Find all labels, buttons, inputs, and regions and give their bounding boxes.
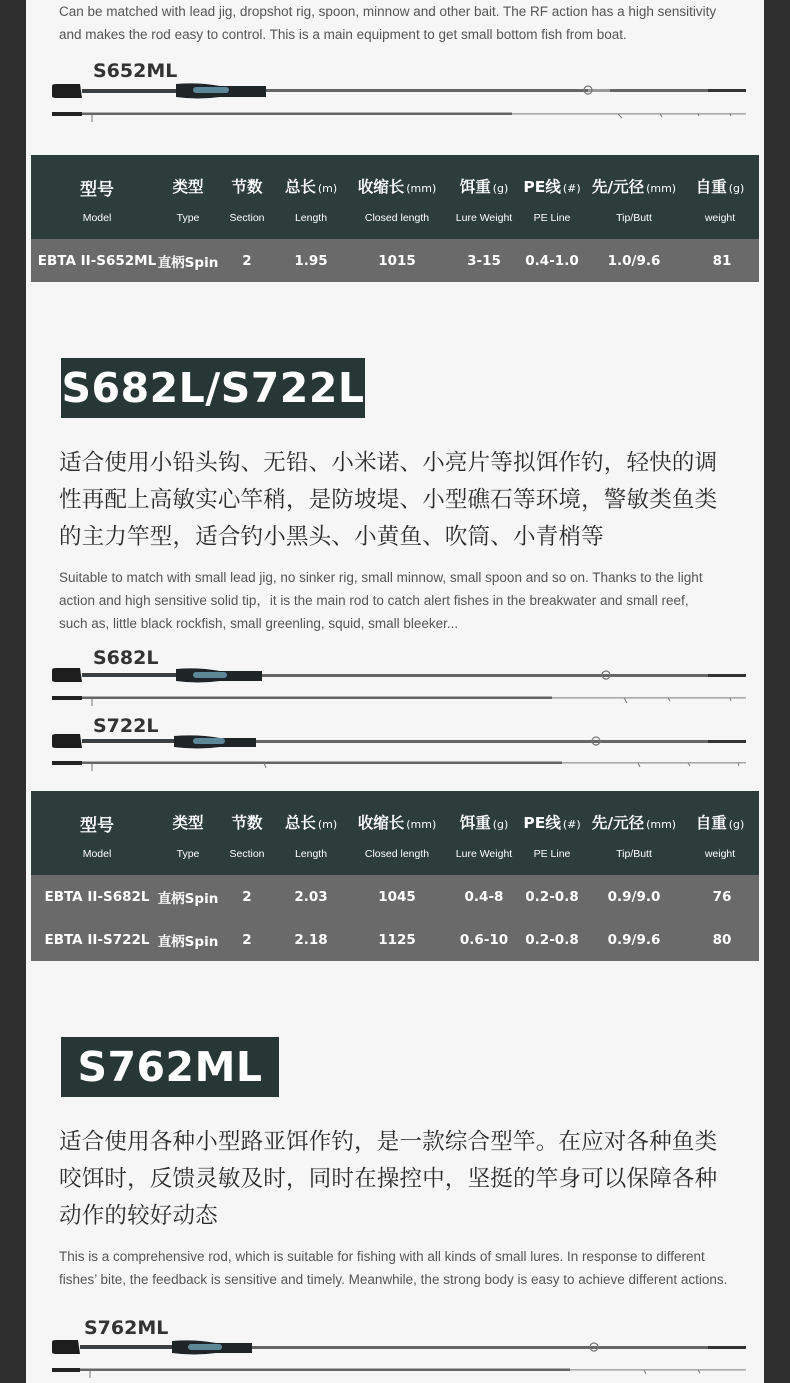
header-en: Section <box>229 212 265 224</box>
header-en: weight <box>704 848 736 860</box>
rod-label-s652ml: S652ML <box>93 60 178 82</box>
cell-tip-butt: 0.9/9.6 <box>607 931 661 948</box>
header-cn: 节数 <box>231 178 263 196</box>
cell-tip-butt: 0.9/9.0 <box>607 888 661 905</box>
fishing-rod-icon <box>48 1336 748 1383</box>
s652ml-description-en <box>59 0 716 46</box>
header-en: PE Line <box>533 212 571 224</box>
cell-length: 2.03 <box>294 888 328 905</box>
header-en: Tip/Butt <box>616 212 652 224</box>
cell-closed-length: 1015 <box>378 252 416 269</box>
text-line: 动作的较好动态 <box>59 1203 218 1229</box>
header-en: Section <box>229 848 265 860</box>
header-en: Closed length <box>364 848 430 860</box>
spec-table-body <box>31 875 759 961</box>
cell-lure-weight: 0.6-10 <box>459 931 509 948</box>
header-cn: 收缩长 <box>357 178 405 196</box>
cell-length: 2.18 <box>294 931 328 948</box>
header-unit: (mm) <box>646 818 677 831</box>
text-line: and makes the rod easy to control. This is a main equipment to get small bottom fish from boat. <box>59 27 627 42</box>
cell-pe-line: 0.2-0.8 <box>525 931 579 948</box>
spec-table-header <box>31 155 759 239</box>
section-title-s682l-s722l: S682L/S722L <box>61 358 365 418</box>
rod-label-s722l: S722L <box>93 715 159 737</box>
header-cn: 收缩长 <box>357 814 405 832</box>
header-unit: (#) <box>562 182 581 195</box>
section-title-s762ml: S762ML <box>61 1037 279 1097</box>
cell-lure-weight: 3-15 <box>467 252 501 269</box>
header-cn: 类型 <box>172 178 204 196</box>
cell-model: EBTA II-S722L <box>44 931 150 948</box>
header-en: weight <box>704 212 736 224</box>
cell-length: 1.95 <box>294 252 328 269</box>
header-cn: 节数 <box>231 814 263 832</box>
cell-closed-length: 1045 <box>378 888 416 905</box>
header-unit: (g) <box>492 182 509 195</box>
cell-type: 直柄Spin <box>157 254 219 271</box>
header-cn: PE线 <box>523 814 561 832</box>
text-line: This is a comprehensive rod, which is suitable for fishing with all kinds of small lures. In response to different <box>59 1249 705 1264</box>
cell-weight: 80 <box>712 931 732 948</box>
fishing-rod-icon <box>48 664 748 712</box>
header-en: Closed length <box>364 212 430 224</box>
header-cn: 型号 <box>80 180 114 200</box>
header-cn: 型号 <box>80 816 114 836</box>
cell-type: 直柄Spin <box>157 933 219 950</box>
cell-lure-weight: 0.4-8 <box>464 888 504 905</box>
rod-image-s682l <box>48 664 748 712</box>
header-cn: 饵重 <box>459 178 491 196</box>
s762ml-description-en <box>59 1245 727 1291</box>
text-line: 性再配上高敏实心竿稍，是防坡堤、小型礁石等环境，警敏类鱼类 <box>59 487 718 513</box>
header-unit: (g) <box>728 182 745 195</box>
header-unit: (#) <box>562 818 581 831</box>
header-en: Type <box>176 848 200 860</box>
text-line: 的主力竿型，适合钓小黑头、小黄鱼、吹筒、小青梢等 <box>59 524 604 550</box>
text-line: 适合使用各种小型路亚饵作钓，是一款综合型竿。在应对各种鱼类 <box>59 1129 718 1155</box>
spec-table-body <box>31 239 759 282</box>
text-line: 适合使用小铅头钩、无铅、小米诺、小亮片等拟饵作钓，轻快的调 <box>59 450 718 476</box>
header-cn: 总长 <box>284 178 316 196</box>
text-line: such as, little black rockfish, small greenling, squid, small bleeker... <box>59 616 459 631</box>
cell-pe-line: 0.2-0.8 <box>525 888 579 905</box>
header-cn: 先/元径 <box>591 814 645 832</box>
header-cn: 总长 <box>284 814 316 832</box>
text-line: Suitable to match with small lead jig, no sinker rig, small minnow, small spoon and so on. Thanks to the light <box>59 570 703 585</box>
rod-image-s652ml <box>48 78 748 124</box>
header-en: Lure Weight <box>455 212 513 224</box>
table-row <box>31 239 759 282</box>
cell-closed-length: 1125 <box>378 931 416 948</box>
cell-section: 2 <box>242 252 252 269</box>
rod-label-s682l: S682L <box>93 647 159 669</box>
s682l-description-en <box>59 566 703 635</box>
cell-weight: 76 <box>712 888 732 905</box>
text-line: action and high sensitive solid tip，it is the main rod to catch alert fishes in the breakwater and small reef, <box>59 593 689 608</box>
text-line: fishes’ bite, the feedback is sensitive and timely. Meanwhile, the strong body is easy to achieve different actions. <box>59 1272 728 1287</box>
cell-weight: 81 <box>712 252 732 269</box>
spec-table-s652ml <box>31 155 759 282</box>
cell-tip-butt: 1.0/9.6 <box>607 252 661 269</box>
header-cn: 自重 <box>695 178 727 196</box>
header-unit: (mm) <box>406 818 437 831</box>
header-cn: 先/元径 <box>591 178 645 196</box>
s762ml-description-cn <box>59 1124 717 1235</box>
cell-model: EBTA II-S682L <box>44 888 150 905</box>
cell-type: 直柄Spin <box>157 890 219 907</box>
header-cn: 自重 <box>695 814 727 832</box>
rod-image-s762ml <box>48 1336 748 1383</box>
header-unit: (g) <box>492 818 509 831</box>
product-page <box>26 0 764 1383</box>
header-unit: (m) <box>317 818 338 831</box>
header-en: Type <box>176 212 200 224</box>
header-en: PE Line <box>533 848 571 860</box>
rod-image-s722l <box>48 732 748 778</box>
fishing-rod-icon <box>48 732 748 778</box>
spec-table-s682l-s722l <box>31 791 759 961</box>
s682l-description-cn <box>59 445 717 556</box>
rod-label-s762ml: S762ML <box>84 1317 169 1339</box>
header-unit: (m) <box>317 182 338 195</box>
table-row <box>31 875 759 918</box>
fishing-rod-icon <box>48 78 748 124</box>
cell-section: 2 <box>242 931 252 948</box>
table-row <box>31 918 759 961</box>
header-en: Tip/Butt <box>616 848 652 860</box>
text-line: 咬饵时，反馈灵敏及时，同时在操控中，坚挺的竿身可以保障各种 <box>59 1166 718 1192</box>
cell-model: EBTA II-S652ML <box>37 252 157 269</box>
header-unit: (g) <box>728 818 745 831</box>
header-en: Model <box>82 848 112 860</box>
spec-table-header <box>31 791 759 875</box>
header-unit: (mm) <box>406 182 437 195</box>
header-en: Model <box>82 212 112 224</box>
header-en: Length <box>294 848 328 860</box>
header-cn: PE线 <box>523 178 561 196</box>
header-cn: 饵重 <box>459 814 491 832</box>
cell-section: 2 <box>242 888 252 905</box>
header-cn: 类型 <box>172 814 204 832</box>
cell-pe-line: 0.4-1.0 <box>525 252 579 269</box>
header-unit: (mm) <box>646 182 677 195</box>
header-en: Lure Weight <box>455 848 513 860</box>
header-en: Length <box>294 212 328 224</box>
text-line: Can be matched with lead jig, dropshot rig, spoon, minnow and other bait. The RF action has a high sensitivity <box>59 4 717 19</box>
